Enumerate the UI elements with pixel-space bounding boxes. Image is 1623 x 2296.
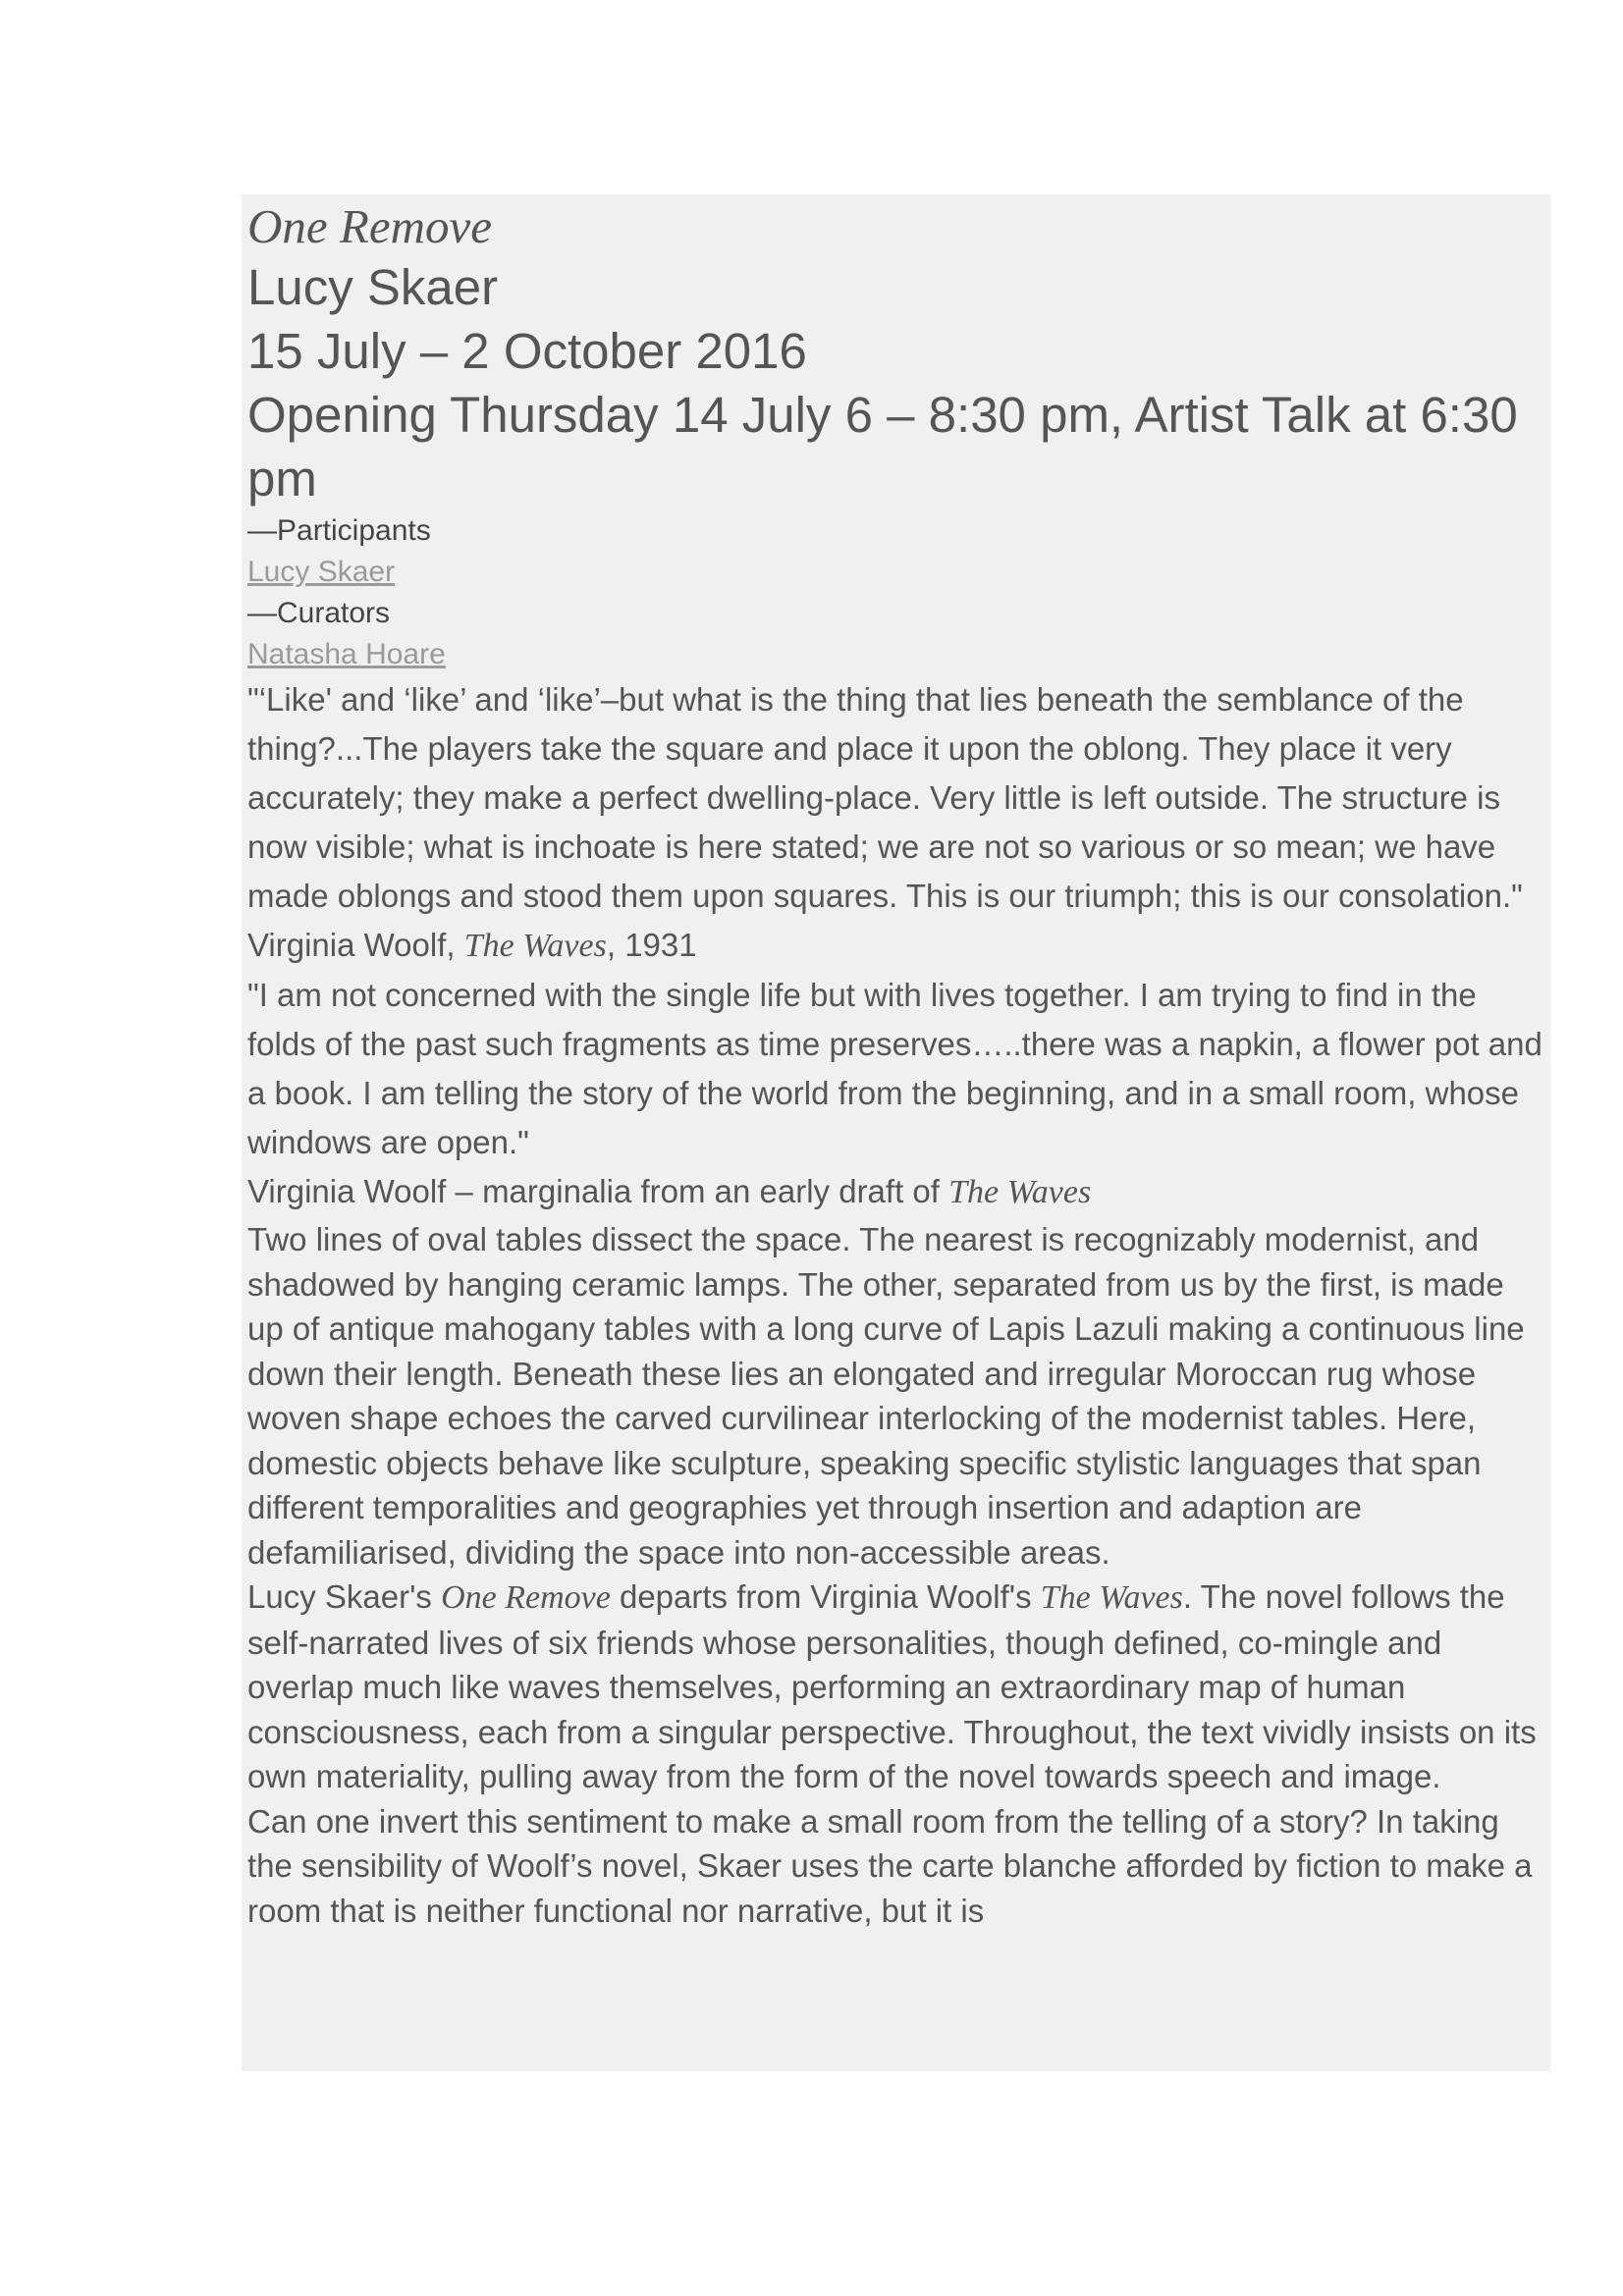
opening-info: Opening Thursday 14 July 6 – 8:30 pm, Artist Talk at 6:30 pm	[247, 387, 1518, 507]
quote-marginalia: "I am not concerned with the single life but with lives together. I am trying to find in the folds of the past such fragments as time preserves…..there was a napkin, a flower pot and a book. I am telling the story of the world from the beginning, and in a small room, whose windows are open."	[247, 977, 1542, 1160]
paragraph-text: Lucy Skaer's	[247, 1578, 442, 1615]
quote-waves: "‘Like' and ‘like’ and ‘like’–but what is the thing that lies beneath the semblance of the thing?...The players take the square and place it upon the oblong. They place it very accurately; they make a perfect dwelling-place. Very little is left outside. The structure is now visible; what is inchoate is here stated; we are not so various or so mean; we have made oblongs and stood them upon squares. This is our triumph; this is our consolation."	[247, 681, 1523, 914]
attribution-book-title: The Waves	[463, 928, 607, 964]
attribution-text: Virginia Woolf – marginalia from an early draft of	[247, 1173, 949, 1209]
book-title: The Waves	[1040, 1579, 1183, 1616]
paragraph-room: Can one invert this sentiment to make a small room from the telling of a story? In taking the sensibility of Woolf’s novel, Skaer uses the carte blanche afforded by fiction to make a room that is neither functional nor narrative, but it is	[247, 1802, 1533, 1929]
exhibition-dates: 15 July – 2 October 2016	[247, 323, 807, 379]
paragraph-text: departs from Virginia Woolf's	[610, 1578, 1041, 1615]
work-title: One Remove	[441, 1579, 611, 1616]
attribution-book-title: The Waves	[948, 1174, 1092, 1210]
paragraph-novel	[247, 1575, 1544, 1799]
attribution-year: , 1931	[606, 927, 697, 963]
participants-label: —Participants	[247, 514, 431, 547]
artist-name: Lucy Skaer	[247, 259, 499, 315]
paragraph-text: . The novel follows the self-narrated lives of six friends whose personalities, though defined, co-mingle and overlap much like waves themselves, performing an extraordinary map of human consciousness, each from a singular perspective. Throughout, the text vividly insists on its own materiality, pulling away from the form of the novel towards speech and image.	[247, 1578, 1537, 1794]
participant-link[interactable]: Lucy Skaer	[247, 556, 396, 588]
quote-waves-attribution	[247, 921, 1544, 971]
attribution-text: Virginia Woolf,	[247, 927, 464, 963]
paragraph-tables: Two lines of oval tables dissect the space. The nearest is recognizably modernist, and shadowed by hanging ceramic lamps. The other, separated from us by the first, is made up of antique mahogany tables with a long curve of Lapis Lazuli making a continuous line down their length. Beneath these lies an elongated and irregular Moroccan rug whose woven shape echoes the carved curvilinear interlocking of the modernist tables. Here, domestic objects behave like sculpture, speaking specific stylistic languages that span different temporalities and geographies yet through insertion and adaption are defamiliarised, dividing the space into non-accessible areas.	[247, 1221, 1525, 1571]
curator-link[interactable]: Natasha Hoare	[247, 638, 446, 670]
quote-marginalia-attribution	[247, 1167, 1544, 1217]
exhibition-title: One Remove	[247, 199, 492, 253]
curators-label: —Curators	[247, 597, 391, 629]
document-panel	[242, 194, 1550, 2071]
